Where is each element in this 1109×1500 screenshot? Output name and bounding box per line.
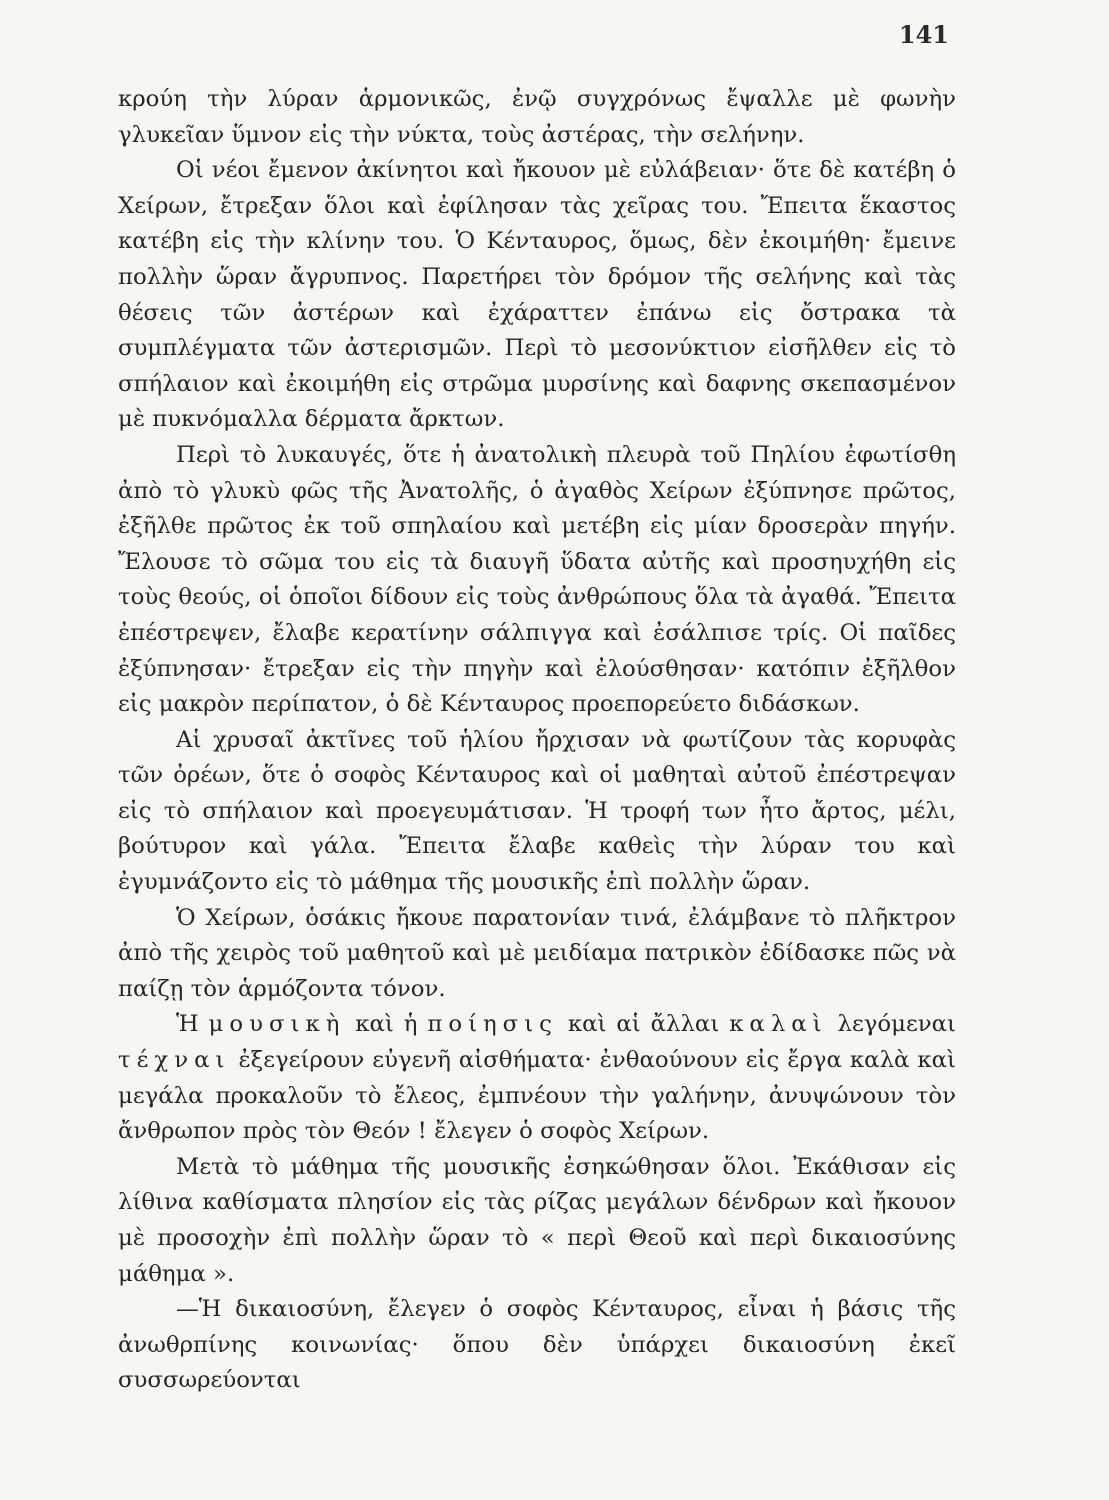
paragraph-6-part: ἐξεγείρουν εὐγενῆ αἰσθήματα· ἐνθαούνουν εἰς ἔργα καλὰ καὶ μεγάλα προκαλοῦν τὸ ἔλεος, ἐμπνέουν τὴν γαλήνην, ἀνυψώνουν τὸν ἄνθρωπον πρὸς τὸν Θεόν ! ἔλεγεν ὁ σοφὸς Χείρων. [118,1047,956,1145]
paragraph-8: —Ἡ δικαιοσύνη, ἔλεγεν ὁ σοφὸς Κένταυρος, εἶναι ἡ βάσις τῆς ἀνωθρπίνης κοινωνίας· ὅπου δὲν ὑπάρχει δικαιοσύνη ἐκεῖ συσσωρεύονται [118,1296,956,1394]
paragraph-3: Περὶ τὸ λυκαυγές, ὅτε ἡ ἀνατολικὴ πλευρὰ τοῦ Πηλίου ἐφωτίσθη ἀπὸ τὸ γλυκὺ φῶς τῆς Ἀνατολῆς, ὁ ἀγαθὸς Χείρων ἐξύπνησε πρῶτος, ἐξῆλθε πρῶτος ἐκ τοῦ σπηλαίου καὶ μετέβη εἰς μίαν δροσερὰν πηγήν. Ἔλουσε τὸ σῶμα του εἰς τὰ διαυγῆ ὕδατα αὐτῆς καὶ προσηυχήθη εἰς τοὺς θεούς, οἱ ὁποῖοι δίδουν εἰς τοὺς ἀνθρώπους ὅλα τὰ ἀγαθά. Ἔπειτα ἐπέστρεψεν, ἔλαβε κερατίνην σάλπιγγα καὶ ἐσάλπισε τρίς. Οἱ παῖδες ἐξύπνησαν· ἔτρεξαν εἰς τὴν πηγὴν καὶ ἐλούσθησαν· κατόπιν ἐξῆλθον εἰς μακρὸν περίπατον, ὁ δὲ Κένταυρος προεπορεύετο διδάσκων. [118,441,956,718]
paragraph-1: κρούη τὴν λύραν ἁρμονικῶς, ἐνῷ συγχρόνως ἔψαλλε μὲ φωνὴν γλυκεῖαν ὕμνον εἰς τὴν νύκτα, τοὺς ἀστέρας, τὴν σελήνην. [118,86,956,148]
paragraph-4: Αἱ χρυσαῖ ἀκτῖνες τοῦ ἡλίου ἤρχισαν νὰ φωτίζουν τὰς κορυφὰς τῶν ὀρέων, ὅτε ὁ σοφὸς Κένταυρος καὶ οἱ μαθηταὶ αὐτοῦ ἐπέστρεψαν εἰς τὸ σπήλαιον καὶ προεγευμάτισαν. Ἡ τροφή των ἦτο ἄρτος, μέλι, βούτυρον καὶ γάλα. Ἔπειτα ἔλαβε καθεὶς τὴν λύραν του καὶ ἐγυμνάζοντο εἰς τὸ μάθημα τῆς μουσικῆς ἐπὶ πολλὴν ὥραν. [118,726,956,896]
paragraph-6 [118,1007,956,1149]
emphasis-music: μουσικὴ [208,1011,346,1038]
emphasis-poetry: ποίησις [427,1011,558,1038]
paragraph-6-part: καὶ ἡ [345,1011,428,1038]
paragraph-2: Οἱ νέοι ἔμενον ἀκίνητοι καὶ ἤκουον μὲ εὐλάβειαν· ὅτε δὲ κατέβη ὁ Χείρων, ἔτρεξαν ὅλοι καὶ ἐφίλησαν τὰς χεῖρας του. Ἔπειτα ἕκαστος κατέβη εἰς τὴν κλίνην του. Ὁ Κένταυρος, ὅμως, δὲν ἐκοιμήθη· ἔμεινε πολλὴν ὥραν ἄγρυπνος. Παρετήρει τὸν δρόμον τῆς σελήνης καὶ τὰς θέσεις τῶν ἀστέρων καὶ ἐχάραττεν ἐπάνω εἰς ὄστρακα τὰ συμπλέγματα τῶν ἀστερισμῶν. Περὶ τὸ μεσονύκτιον εἰσῆλθεν εἰς τὸ σπήλαιον καὶ ἐκοιμήθη εἰς στρῶμα μυρσίνης καὶ δαφνης σκεπασμένον μὲ πυκνόμαλλα δέρματα ἄρκτων. [118,157,956,433]
body-text [118,82,956,1399]
paragraph-6-part: Ἡ [176,1011,209,1038]
paragraph-7: Μετὰ τὸ μάθημα τῆς μουσικῆς ἐσηκώθησαν ὅλοι. Ἐκάθισαν εἰς λίθινα καθίσματα πλησίον εἰς τὰς ρίζας μεγάλων δένδρων καὶ ἤκουον μὲ προσοχὴν ἐπὶ πολλὴν ὥραν τὸ « περὶ Θεοῦ καὶ περὶ δικαιοσύνης μάθημα ». [118,1153,956,1287]
paragraph-6-part: καὶ αἱ ἄλλαι [557,1011,730,1038]
emphasis-arts: τέχναι [118,1047,231,1074]
page-number: 141 [898,20,949,49]
paragraph-5: Ὁ Χείρων, ὁσάκις ἤκουε παρατονίαν τινά, ἐλάμβανε τὸ πλῆκτρον ἀπὸ τῆς χειρὸς τοῦ μαθητοῦ καὶ μὲ μειδίαμα πατρικὸν ἐδίδασκε πῶς νὰ παίζῃ τὸν ἁρμόζοντα τόνον. [118,904,956,1002]
emphasis-fine: καλαὶ [729,1011,828,1038]
paragraph-6-part: λεγόμεναι [827,1011,956,1038]
